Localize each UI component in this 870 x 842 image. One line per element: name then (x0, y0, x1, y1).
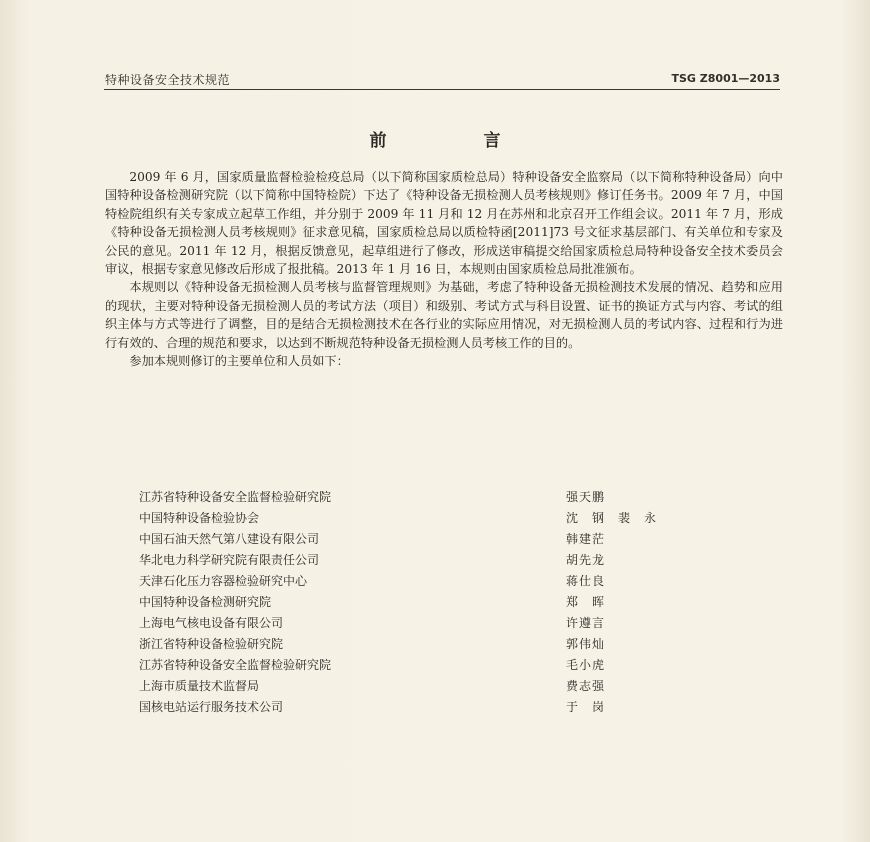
contributors-list (139, 486, 759, 717)
contributor-org: 江苏省特种设备安全监督检验研究院 (139, 658, 332, 672)
list-item (139, 549, 759, 570)
contributor-person: 郑 晖 (566, 595, 606, 609)
contributor-org: 中国石油天然气第八建设有限公司 (139, 532, 320, 546)
contributor-person: 蒋仕良 (566, 574, 606, 588)
list-item (139, 528, 759, 549)
contributors-intro: 参加本规则修订的主要单位和人员如下： (129, 354, 349, 369)
contributor-person: 胡先龙 (566, 553, 606, 567)
list-item (139, 486, 759, 507)
contributor-person: 郭伟灿 (566, 637, 606, 651)
list-item (139, 507, 759, 528)
list-item (139, 696, 759, 717)
contributor-org: 华北电力科学研究院有限责任公司 (139, 553, 320, 567)
preface-body (105, 168, 783, 370)
list-item (139, 591, 759, 612)
contributor-person: 强天鹏 (566, 490, 606, 504)
contributor-person: 费志强 (566, 679, 606, 693)
contributor-org: 浙江省特种设备检验研究院 (139, 637, 284, 651)
list-item (139, 570, 759, 591)
contributor-org: 中国特种设备检验协会 (139, 511, 260, 525)
list-item (139, 675, 759, 696)
contributor-org: 江苏省特种设备安全监督检验研究院 (139, 490, 332, 504)
contributor-org: 天津石化压力容器检验研究中心 (139, 574, 308, 588)
contributor-org: 国核电站运行服务技术公司 (139, 700, 284, 714)
list-item (139, 633, 759, 654)
contributor-org: 上海电气核电设备有限公司 (139, 616, 284, 630)
list-item (139, 612, 759, 633)
header-rule (104, 89, 780, 90)
header-spec-title: 特种设备安全技术规范 (105, 73, 231, 87)
paragraph-scope: 本规则以《特种设备无损检测人员考核与监督管理规则》为基础，考虑了特种设备无损检测技术发展的情况、趋势和应用的现状，主要对特种设备无损检测人员的考试方法（项目）和级别、考试方式与科目设置、证书的换证方式与内容、考试的组织主体与方式等进行了调整，目的是结合无损检测技术在各行业的实际应用情况，对无损检测人员的考试内容、过程和行为进行有效的、合理的规范和要求，以达到不断规范特种设备无损检测人员考核工作的目的。 (105, 280, 783, 350)
contributor-person: 于 岗 (566, 700, 606, 714)
contributor-org: 中国特种设备检测研究院 (139, 595, 272, 609)
contributor-person: 沈 钢 裴 永 (566, 511, 658, 525)
section-title: 前 言 (369, 131, 541, 151)
contributor-org: 上海市质量技术监督局 (139, 679, 260, 693)
contributor-person: 许遵言 (566, 616, 606, 630)
contributor-person: 韩建茫 (566, 532, 606, 546)
header-standard-code: TSG Z8001—2013 (671, 72, 780, 85)
contributor-person: 毛小虎 (566, 658, 606, 672)
list-item (139, 654, 759, 675)
paragraph-history: 2009 年 6 月，国家质量监督检验检疫总局（以下简称国家质检总局）特种设备安全监察局（以下简称特种设备局）向中国特种设备检测研究院（以下简称中国特检院）下达了《特种设备无损检测人员考核规则》修订任务书。2009 年 7 月，中国特检院组织有关专家成立起草工作组，并分别于 2009 年 11 月和 12 月在苏州和北京召开工作组会议。2011 年 7 月，形成《特种设备无损检测人员考核规则》征求意见稿，国家质检总局以质检特函[2011]73 号文征求基层部门、有关单位和专家及公民的意见。2011 年 12 月，根据反馈意见，起草组进行了修改，形成送审稿提交给国家质检总局特种设备安全技术委员会审议，根据专家意见修改后形成了报批稿。2013 年 1 月 16 日，本规则由国家质检总局批准颁布。 (105, 170, 783, 277)
